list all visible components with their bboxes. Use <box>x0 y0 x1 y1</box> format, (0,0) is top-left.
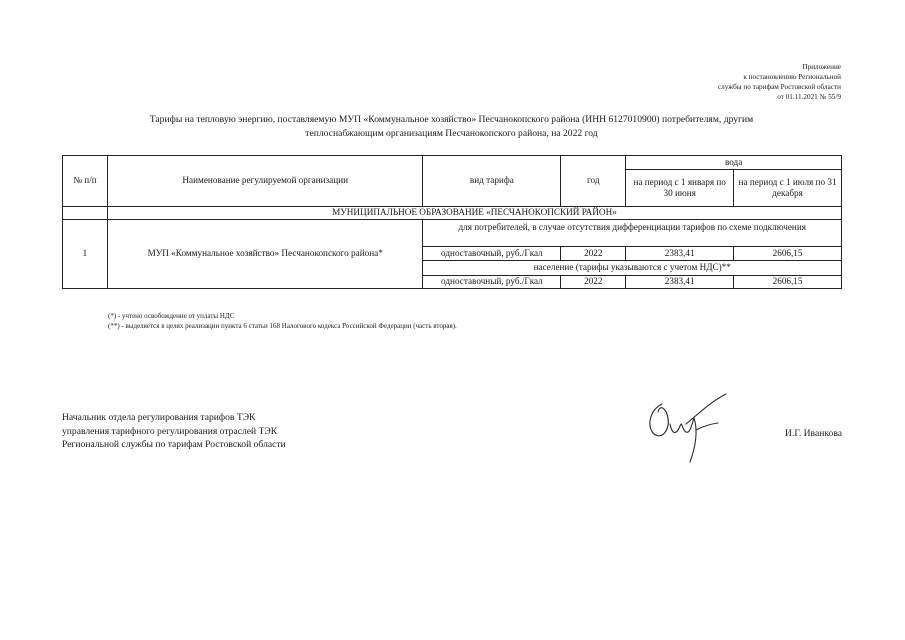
cell-period-2: 2606,15 <box>734 247 842 261</box>
position-line: Начальник отдела регулирования тарифов ТЭК <box>62 412 256 423</box>
header-period-1: на период с 1 января по 30 июня <box>626 170 734 207</box>
footnotes <box>108 311 457 331</box>
footnote-1: (*) - учтено освобождение от уплаты НДС <box>108 312 235 320</box>
header-period-2: на период с 1 июля по 31 декабря <box>734 170 842 207</box>
cell-period-2: 2606,15 <box>734 276 842 289</box>
header-num: № п/п <box>63 156 108 207</box>
municipality-num-cell <box>63 207 108 220</box>
cell-period-1: 2383,41 <box>626 276 734 289</box>
header-year: год <box>561 156 626 207</box>
section-population: население (тарифы указываются с учетом НДС)** <box>423 261 842 276</box>
position-line: Региональной службы по тарифам Ростовской области <box>62 439 286 450</box>
appendix-line: Приложение <box>802 63 841 71</box>
footnote-2: (**) - выделяется в целях реализации пункта 6 статьи 168 Налогового кодекса Российской Федерации (часть вторая). <box>108 322 457 330</box>
cell-year: 2022 <box>561 247 626 261</box>
header-group-water: вода <box>626 156 842 170</box>
row-org: МУП «Коммунальное хозяйство» Песчанокопского района* <box>107 220 423 289</box>
header-org: Наименование регулируемой организации <box>107 156 423 207</box>
appendix-block <box>718 62 841 102</box>
position-line: управления тарифного регулирования отраслей ТЭК <box>62 425 278 437</box>
signer-name: И.Г. Иванкова <box>785 428 842 439</box>
signer-position <box>62 411 286 452</box>
cell-type: одноставочный, руб./Гкал <box>423 247 561 261</box>
cell-period-1: 2383,41 <box>626 247 734 261</box>
appendix-line: от 01.11.2021 № 55/9 <box>777 93 841 101</box>
tariff-table <box>62 155 842 289</box>
title-line-1: Тарифы на тепловую энергию, поставляемую МУП «Коммунальное хозяйство» Песчанокопского района (ИНН 6127010900) потребителям, другим <box>149 114 754 125</box>
handwritten-signature <box>640 390 740 470</box>
cell-type: одноставочный, руб./Гкал <box>423 276 561 289</box>
document-title <box>60 113 843 140</box>
appendix-line: службы по тарифам Ростовской области <box>717 83 841 91</box>
section-consumers: для потребителей, в случае отсутствия дифференциации тарифов по схеме подключения <box>423 220 842 247</box>
appendix-line: к постановлению Региональной <box>743 73 841 81</box>
header-type: вид тарифа <box>423 156 561 207</box>
row-num: 1 <box>63 220 108 289</box>
municipality-row: МУНИЦИПАЛЬНОЕ ОБРАЗОВАНИЕ «ПЕСЧАНОКОПСКИЙ РАЙОН» <box>107 207 841 220</box>
cell-year: 2022 <box>561 276 626 289</box>
title-line-2: теплоснабжающим организациям Песчанокопского района, на 2022 год <box>305 127 598 139</box>
